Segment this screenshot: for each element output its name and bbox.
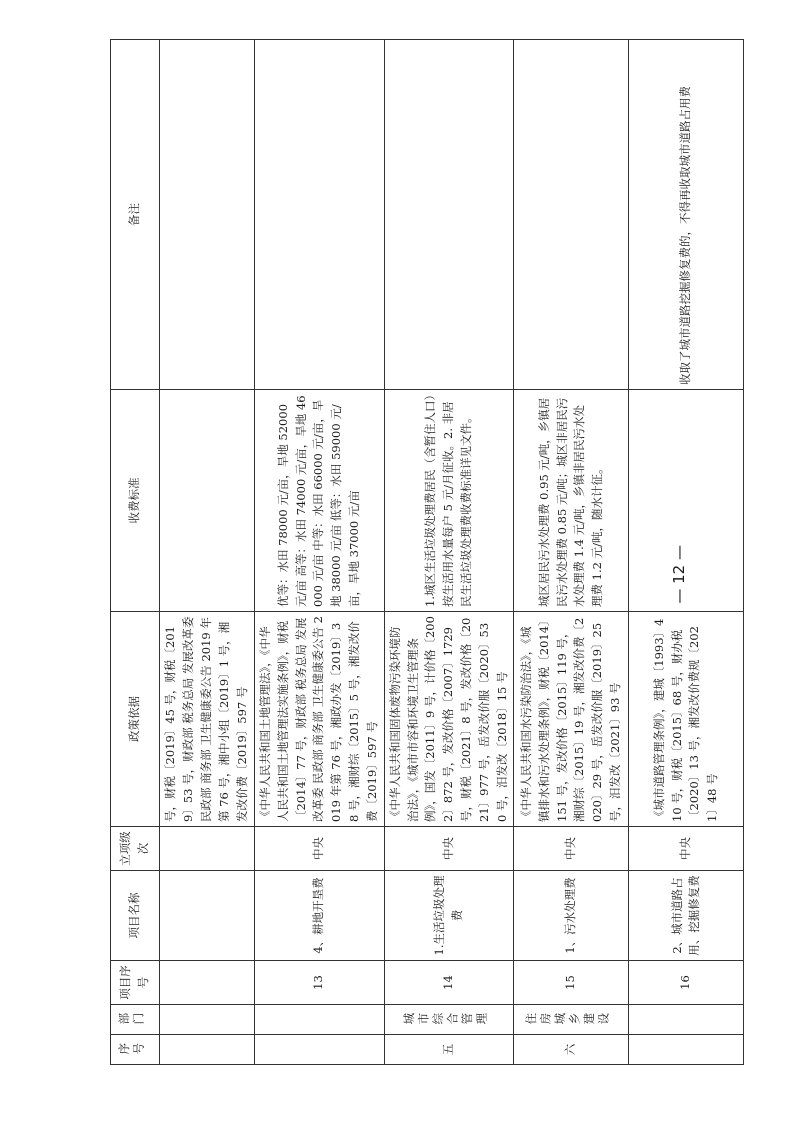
cell-dept: [514, 1005, 629, 1035]
header-level: 立项级次: [111, 827, 160, 871]
cell-basis: 《城市道路管理条例》，建城〔1993〕410 号，财税〔2015〕68 号，财办税〔2020〕13 号，湘发改价费规〔2021〕48 号: [629, 612, 744, 827]
cell-basis: 号，财税〔2019〕45 号，财税〔2019〕53 号，财政部 税务总局 发展改革委 民政部 商务部 卫生健康委公告 2019 年第 76 号，湘中小组〔2019〕1 号，湘发改价费〔2019〕597 号: [160, 612, 255, 827]
cell-notes: [514, 40, 629, 390]
cell-notes: 收取了城市道路挖掘修复费的，不得再收取城市道路占用费: [629, 40, 744, 390]
cell-seq: [629, 1035, 744, 1065]
cell-seq: [160, 1035, 255, 1065]
cell-standard: 优等：水田 78000 元/亩，旱地 52000 元/亩 高等：水田 74000 元/亩，旱地 46000 元/亩 中等：水田 66000 元/亩，旱地 38000 元/亩 低等：水田 59000 元/亩，旱地 37000 元/亩: [255, 390, 385, 612]
cell-level: 中央: [384, 827, 514, 871]
cell-item-no: [160, 961, 255, 1005]
table-row: [384, 40, 514, 1065]
header-notes: 备注: [111, 40, 160, 390]
cell-notes: [384, 40, 514, 390]
cell-level: 中央: [629, 827, 744, 871]
cell-level: 中央: [514, 827, 629, 871]
header-name: 项目名称: [111, 871, 160, 961]
header-seq: [111, 1035, 160, 1065]
cell-seq: [255, 1035, 385, 1065]
table-row: [514, 40, 629, 1065]
cell-name: 1.生活垃圾处理费: [384, 871, 514, 961]
cell-standard: 城区居民污水处理费 0.95 元/吨，乡镇居民污水处理费 0.85 元/吨；城区非居民污水处理费 1.4 元/吨，乡镇非居民污水处理费 1.2 元/吨，随水计征。: [514, 390, 629, 612]
rotated-table-container: [110, 40, 720, 1065]
cell-dept: [255, 1005, 385, 1035]
cell-item-no: 15: [514, 961, 629, 1005]
cell-seq: 五: [384, 1035, 514, 1065]
cell-item-no: 13: [255, 961, 385, 1005]
cell-seq: 六: [514, 1035, 629, 1065]
cell-basis: 《中华人民共和国水污染防治法》，《城镇排水和污水处理条例》，财税〔2014〕151 号，发改价格〔2015〕119 号，湘财综〔2015〕19 号，湘发改价费〔2020〕29 号，岳发改价服〔2019〕25 号，汨发改〔2021〕93 号: [514, 612, 629, 827]
fee-table: [110, 39, 744, 1065]
cell-dept-text: 城市综合管理: [402, 1011, 490, 1026]
cell-name: 2、城市道路占用、挖掘修复费: [629, 871, 744, 961]
header-dept-text: 部门: [117, 1011, 147, 1026]
cell-standard: 1.城区生活垃圾处理费居民（含暂住人口）按生活用水量每户 5 元/月征收。2. 非居民生活垃圾处理费收费标准详见文件。: [384, 390, 514, 612]
page-number: — 12 —: [670, 545, 688, 604]
cell-name: 4、耕地开垦费: [255, 871, 385, 961]
cell-notes: [255, 40, 385, 390]
table-header: [111, 40, 160, 1065]
cell-level: [160, 827, 255, 871]
header-dept: [111, 1005, 160, 1035]
cell-name: [160, 871, 255, 961]
header-standard: 收费标准: [111, 390, 160, 612]
cell-dept: [160, 1005, 255, 1035]
cell-dept: [629, 1005, 744, 1035]
cell-item-no: 14: [384, 961, 514, 1005]
table-row: [160, 40, 255, 1065]
header-item-no: 项目序号: [111, 961, 160, 1005]
cell-dept-text: 住房城乡建设: [524, 1011, 612, 1026]
cell-level: 中央: [255, 827, 385, 871]
cell-item-no: 16: [629, 961, 744, 1005]
cell-name: 1、污水处理费: [514, 871, 629, 961]
cell-dept: [384, 1005, 514, 1035]
cell-standard: [160, 390, 255, 612]
header-seq-text: 序号: [117, 1041, 147, 1056]
header-basis: 政策依据: [111, 612, 160, 827]
table-row: [255, 40, 385, 1065]
fee-table-sheet: [110, 40, 720, 1065]
cell-notes: [160, 40, 255, 390]
cell-basis: 《中华人民共和国土地管理法》，《中华人民共和国土地管理法实施条例》，财税〔2014〕77 号，财政部 税务总局 发展改革委 民政部 商务部 卫生健康委公告 2019 年第 76 号，湘政办发〔2019〕38 号，湘财综〔2015〕5 号，湘发改价费〔2019〕597 号: [255, 612, 385, 827]
cell-basis: 《中华人民共和国固体废物污染环境防治法》，《城市市容和环境卫生管理条例》，国发〔2011〕9 号，计价格〔2002〕872 号，发改价格〔2007〕1729 号，财税〔2021〕8 号，发改价格〔2021〕977 号，岳发改价服〔2020〕530 号，汨发改〔2018〕15 号: [384, 612, 514, 827]
